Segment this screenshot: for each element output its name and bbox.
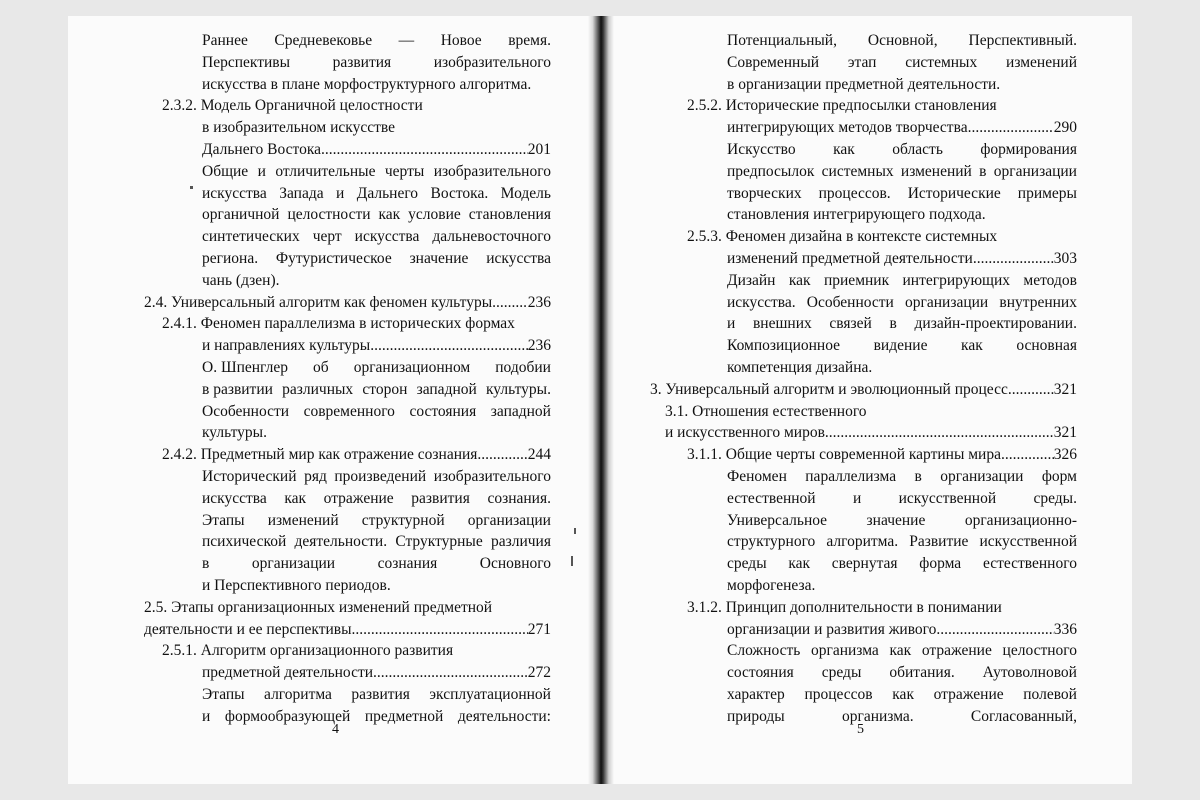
toc-word: культуры. <box>486 380 551 398</box>
left-page <box>68 16 595 784</box>
right-toc-line <box>727 248 1077 270</box>
right-toc-line <box>727 619 1077 641</box>
toc-word: Универсальное <box>727 511 828 529</box>
right-toc-line: компетенция дизайна. <box>727 359 873 376</box>
toc-word: черт <box>312 228 342 246</box>
toc-word: изменений <box>267 511 339 529</box>
book-spread <box>68 16 1132 784</box>
toc-word: Феномен <box>727 468 787 485</box>
toc-dot-leader <box>352 619 528 641</box>
right-toc-line <box>727 531 1077 553</box>
toc-page-ref: 290 <box>1053 119 1077 137</box>
toc-word: изобразительного <box>433 53 551 71</box>
toc-word: структурной <box>361 511 445 529</box>
toc-word: форм <box>1041 468 1077 485</box>
toc-word: эксплуатационной <box>429 686 551 703</box>
toc-word: связей <box>829 315 872 333</box>
toc-page-ref: 321 <box>1053 424 1077 442</box>
right-toc-line <box>727 488 1077 510</box>
right-toc-line <box>727 292 1077 314</box>
toc-word: организма. <box>841 707 914 725</box>
toc-word: искусства. <box>727 293 796 311</box>
toc-word: различных <box>282 380 354 398</box>
toc-word: современного <box>303 402 395 420</box>
toc-word: и <box>336 184 345 202</box>
right-toc-line <box>727 161 1077 183</box>
left-toc-line <box>144 619 551 641</box>
toc-word: развития <box>411 489 470 507</box>
toc-word: организационно- <box>964 511 1077 529</box>
toc-word: Композиционное <box>727 337 841 355</box>
toc-word: Современный <box>727 53 820 71</box>
toc-word: развития <box>332 53 392 71</box>
right-toc-line <box>727 553 1077 575</box>
toc-word: сознания <box>377 555 438 573</box>
toc-word: состояния <box>409 402 477 420</box>
toc-page-ref: 336 <box>1053 620 1077 638</box>
toc-word: Этапы <box>202 511 245 529</box>
right-toc-line: становления интегрирующего подхода. <box>727 206 986 224</box>
toc-word: Исторические <box>907 184 1001 202</box>
toc-page-ref: 236 <box>527 337 551 355</box>
right-toc-line <box>727 52 1077 74</box>
toc-word: в <box>979 162 987 180</box>
toc-word: процессов <box>804 686 873 703</box>
toc-word: Особенности <box>806 293 894 311</box>
left-toc-line <box>202 684 551 706</box>
toc-dot-leader <box>973 248 1054 270</box>
toc-word: целостности <box>287 206 371 224</box>
toc-word: Исторический <box>202 468 297 485</box>
toc-word: Дальнего <box>356 184 419 202</box>
toc-word: полевой <box>1023 686 1077 703</box>
right-page <box>607 16 1132 784</box>
toc-word: Этапы <box>202 686 245 703</box>
right-toc-line <box>727 640 1077 662</box>
left-toc-line: искусства в плане морфоструктурного алгоритма. <box>202 75 532 93</box>
toc-word: предметной <box>364 707 444 725</box>
left-toc-line <box>202 706 551 728</box>
toc-word: деятельности: <box>457 707 551 725</box>
toc-word: Новое <box>440 32 482 49</box>
toc-word: различия <box>490 533 551 551</box>
toc-word: системных <box>821 162 894 180</box>
toc-entry-title: и направлениях культуры <box>202 337 371 355</box>
toc-dot-leader <box>477 444 527 466</box>
toc-dot-leader <box>936 619 1053 641</box>
right-toc-line: 3.1. Отношения естественного <box>665 402 867 420</box>
right-toc-line <box>650 379 1077 401</box>
toc-word: изменений <box>1006 53 1077 71</box>
toc-word: этап <box>847 53 877 71</box>
toc-word: среды. <box>1033 489 1077 507</box>
toc-word: Средневековье <box>274 32 373 49</box>
right-toc-line <box>727 139 1077 161</box>
right-toc-line <box>727 183 1077 205</box>
toc-word: сторон <box>362 380 408 398</box>
toc-page-ref: 244 <box>527 446 551 464</box>
toc-word: органичной <box>202 206 280 224</box>
toc-dot-leader <box>321 139 528 161</box>
toc-word: форма <box>919 555 962 573</box>
toc-word: параллелизма <box>805 468 897 485</box>
book-gutter <box>588 16 614 784</box>
toc-word: состояния <box>727 664 794 682</box>
left-toc-line: 2.5.1. Алгоритм организационного развития <box>162 642 454 660</box>
toc-page-ref: 236 <box>527 293 551 311</box>
toc-word: психической <box>202 533 287 551</box>
right-toc-line <box>727 510 1077 532</box>
toc-word: искусства <box>354 228 420 246</box>
toc-word: западной <box>416 380 477 398</box>
toc-word: среды <box>821 664 862 682</box>
toc-word: организма <box>810 642 879 660</box>
toc-word: Согласованный, <box>970 707 1077 725</box>
toc-word: как <box>961 337 983 355</box>
toc-page-ref: 201 <box>527 141 551 158</box>
right-toc-line <box>727 335 1077 357</box>
right-page-number: 5 <box>857 722 864 737</box>
toc-word: искусственной <box>979 533 1077 551</box>
toc-page-ref: 303 <box>1053 250 1077 267</box>
toc-word: значение <box>409 250 469 267</box>
toc-dot-leader <box>968 117 1054 139</box>
left-toc-line: и Перспективного периодов. <box>202 577 391 594</box>
toc-word: как <box>833 141 855 158</box>
right-toc-line: 3.1.2. Принцип дополнительности в понимании <box>687 598 1002 616</box>
right-toc-line: в организации предметной деятельности. <box>727 75 1001 93</box>
toc-word: Востока. <box>430 184 489 202</box>
scan-speck <box>190 186 193 189</box>
toc-word: деятельности. <box>294 533 388 551</box>
left-toc-line: в изобразительном искусстве <box>202 119 395 137</box>
toc-word: структурного <box>727 533 816 551</box>
toc-word: дальневосточного <box>432 228 551 246</box>
toc-entry-title: 2.4.2. Предметный мир как отражение сознания <box>162 446 478 464</box>
toc-word: организации <box>251 555 336 573</box>
left-toc-line <box>144 292 551 314</box>
toc-word: и <box>727 315 736 333</box>
toc-entry-title: 3. Универсальный алгоритм и эволюционный процесс <box>650 380 1008 398</box>
toc-word: дизайн-проектировании. <box>914 315 1077 333</box>
toc-word: организации <box>993 162 1077 180</box>
scan-speck <box>571 556 573 566</box>
toc-word: естественной <box>727 489 816 507</box>
toc-word: область <box>892 141 943 158</box>
left-toc-line <box>202 488 551 510</box>
left-toc-line: чань (дзен). <box>202 271 280 289</box>
toc-word: предпосылок <box>727 162 815 180</box>
toc-word: в <box>202 555 210 573</box>
toc-word: целостного <box>1002 642 1077 660</box>
right-toc-line <box>727 313 1077 335</box>
left-toc-line <box>202 466 551 488</box>
toc-word: системных <box>905 53 978 71</box>
toc-word: среды <box>727 555 767 573</box>
toc-word: об <box>313 359 329 376</box>
toc-word: черты <box>384 162 425 180</box>
toc-word: условие <box>408 206 461 224</box>
left-toc-line <box>202 204 551 226</box>
toc-word: процессов. <box>818 184 891 202</box>
toc-word: природы <box>727 707 785 725</box>
toc-word: значение <box>866 511 926 529</box>
toc-dot-leader <box>373 662 528 684</box>
toc-word: творческих <box>727 184 802 202</box>
scan-speck <box>574 528 576 534</box>
toc-entry-title: 2.4. Универсальный алгоритм как феномен культуры <box>144 293 493 311</box>
right-toc-line <box>687 444 1077 466</box>
left-toc-line <box>202 662 551 684</box>
toc-word: как <box>284 489 307 507</box>
toc-entry-title: интегрирующих методов творчества <box>727 119 968 137</box>
toc-word: Искусство <box>727 141 796 158</box>
toc-word: основная <box>1016 337 1077 355</box>
toc-word: Запада <box>279 184 324 202</box>
toc-word: Общие <box>202 162 249 180</box>
left-toc-line <box>202 161 551 183</box>
toc-entry-title: и искусственного миров <box>665 424 825 442</box>
toc-word: и <box>852 489 862 507</box>
toc-word: как <box>889 642 912 660</box>
toc-word: время. <box>508 32 551 49</box>
toc-word: синтетических <box>202 228 300 246</box>
right-toc-line <box>727 466 1077 488</box>
toc-page-ref: 271 <box>527 620 551 638</box>
toc-word: интегрирующих <box>902 271 1011 289</box>
toc-word: Развитие <box>909 533 969 551</box>
left-toc-line <box>202 139 551 161</box>
toc-word: отражение <box>921 642 992 660</box>
toc-entry-title: изменений предметной деятельности <box>727 250 973 267</box>
toc-word: развития <box>351 686 410 703</box>
toc-word: Перспективный. <box>968 32 1077 49</box>
toc-word: методов <box>1023 271 1077 289</box>
toc-word: отличительные <box>275 162 376 180</box>
right-toc-line <box>727 270 1077 292</box>
toc-word: естественного <box>982 555 1077 573</box>
toc-page-ref: 321 <box>1053 380 1077 398</box>
toc-word: внешних <box>752 315 812 333</box>
toc-word: и <box>257 162 266 180</box>
toc-word: свернутая <box>831 555 898 573</box>
right-toc-line <box>665 422 1077 444</box>
toc-word: Раннее <box>202 32 248 49</box>
left-toc-line <box>202 30 551 52</box>
toc-word: изобразительного <box>433 162 551 180</box>
toc-word: Основной, <box>867 32 938 49</box>
left-toc-line <box>202 357 551 379</box>
toc-word: как <box>892 686 914 703</box>
toc-word: как <box>378 206 401 224</box>
toc-word: — <box>398 32 415 49</box>
toc-word: в <box>914 468 922 485</box>
toc-word: Особенности <box>202 402 290 420</box>
left-toc-line: 2.3.2. Модель Органичной целостности <box>162 97 423 115</box>
left-toc-line <box>202 379 551 401</box>
toc-word: становления <box>468 206 551 224</box>
right-toc-line: морфогенеза. <box>727 577 816 594</box>
toc-word: формирования <box>980 141 1077 158</box>
toc-dot-leader <box>492 292 528 314</box>
toc-word: организационном <box>353 359 471 376</box>
left-toc-line <box>202 510 551 532</box>
toc-word: Модель <box>500 184 551 202</box>
right-toc-line <box>727 706 1077 728</box>
toc-page-ref: 272 <box>527 664 551 682</box>
toc-word: О. Шпенглер <box>202 359 288 376</box>
toc-word: Футуристическое <box>275 250 392 267</box>
left-toc-line: культуры. <box>202 424 267 442</box>
right-toc-line <box>727 662 1077 684</box>
toc-word: искусства <box>202 184 267 202</box>
left-toc-line: 2.4.1. Феномен параллелизма в исторических формах <box>162 315 515 333</box>
toc-word: искусства <box>202 489 267 507</box>
toc-word: приемник <box>823 271 890 289</box>
left-toc-line <box>202 335 551 357</box>
toc-word: отражение <box>323 489 394 507</box>
toc-word: Основного <box>479 555 551 573</box>
left-toc-line <box>202 183 551 205</box>
toc-word: как <box>788 271 811 289</box>
toc-word: западной <box>490 402 551 420</box>
toc-entry-title: 3.1.1. Общие черты современной картины мира <box>687 446 1001 464</box>
toc-word: и <box>202 707 211 725</box>
toc-word: искусственной <box>898 489 997 507</box>
toc-word: изобразительного <box>433 468 551 485</box>
toc-page-ref: 326 <box>1053 446 1077 464</box>
toc-word: алгоритма <box>264 686 332 703</box>
toc-word: Потенциальный, <box>727 32 837 49</box>
toc-dot-leader <box>1008 379 1054 401</box>
toc-entry-title: Дальнего Востока <box>202 141 322 158</box>
toc-word: искусства <box>486 250 551 267</box>
toc-word: произведений <box>334 468 427 485</box>
toc-word: подобии <box>495 359 551 376</box>
toc-entry-title: деятельности и ее перспективы <box>144 620 352 638</box>
toc-dot-leader <box>825 422 1054 444</box>
left-toc-line <box>202 531 551 553</box>
left-toc-line <box>202 248 551 270</box>
toc-word: внутренних <box>999 293 1077 311</box>
toc-word: обитания. <box>889 664 955 682</box>
toc-word: Сложность <box>727 642 801 660</box>
toc-word: организации <box>467 511 551 529</box>
toc-word: Перспективы <box>202 53 291 71</box>
toc-entry-title: предметной деятельности <box>202 664 374 682</box>
right-toc-line: 2.5.2. Исторические предпосылки становления <box>687 97 997 115</box>
toc-word: алгоритма. <box>826 533 899 551</box>
toc-word: региона. <box>202 250 259 267</box>
left-toc-line: 2.5. Этапы организационных изменений предметной <box>144 598 493 616</box>
toc-dot-leader <box>370 335 528 357</box>
toc-word: видение <box>873 337 928 355</box>
right-toc-line <box>727 684 1077 706</box>
toc-word: в <box>889 315 897 333</box>
toc-word: сознания. <box>487 489 551 507</box>
toc-word: изменений <box>900 162 972 180</box>
toc-word: как <box>788 555 811 573</box>
toc-word: отражение <box>933 686 1004 703</box>
toc-word: формообразующей <box>224 707 351 725</box>
left-page-number: 4 <box>332 722 339 737</box>
left-toc-line <box>202 401 551 423</box>
right-toc-line: 2.5.3. Феномен дизайна в контексте системных <box>687 228 998 246</box>
right-toc-line <box>727 30 1077 52</box>
toc-word: организации <box>905 293 989 311</box>
toc-entry-title: организации и развития живого <box>727 620 937 638</box>
toc-dot-leader <box>1001 444 1054 466</box>
toc-word: организации <box>940 468 1024 485</box>
left-toc-line <box>162 444 551 466</box>
toc-word: примеры <box>1017 184 1077 202</box>
toc-word: Аутоволновой <box>982 664 1077 682</box>
toc-word: в развитии <box>202 380 273 398</box>
left-toc-line <box>202 553 551 575</box>
toc-word: характер <box>727 686 785 703</box>
right-toc-line <box>727 117 1077 139</box>
toc-word: Дизайн <box>727 271 776 289</box>
toc-word: Структурные <box>395 533 483 551</box>
toc-word: ряд <box>304 468 327 485</box>
left-toc-line <box>202 52 551 74</box>
left-toc-line <box>202 226 551 248</box>
